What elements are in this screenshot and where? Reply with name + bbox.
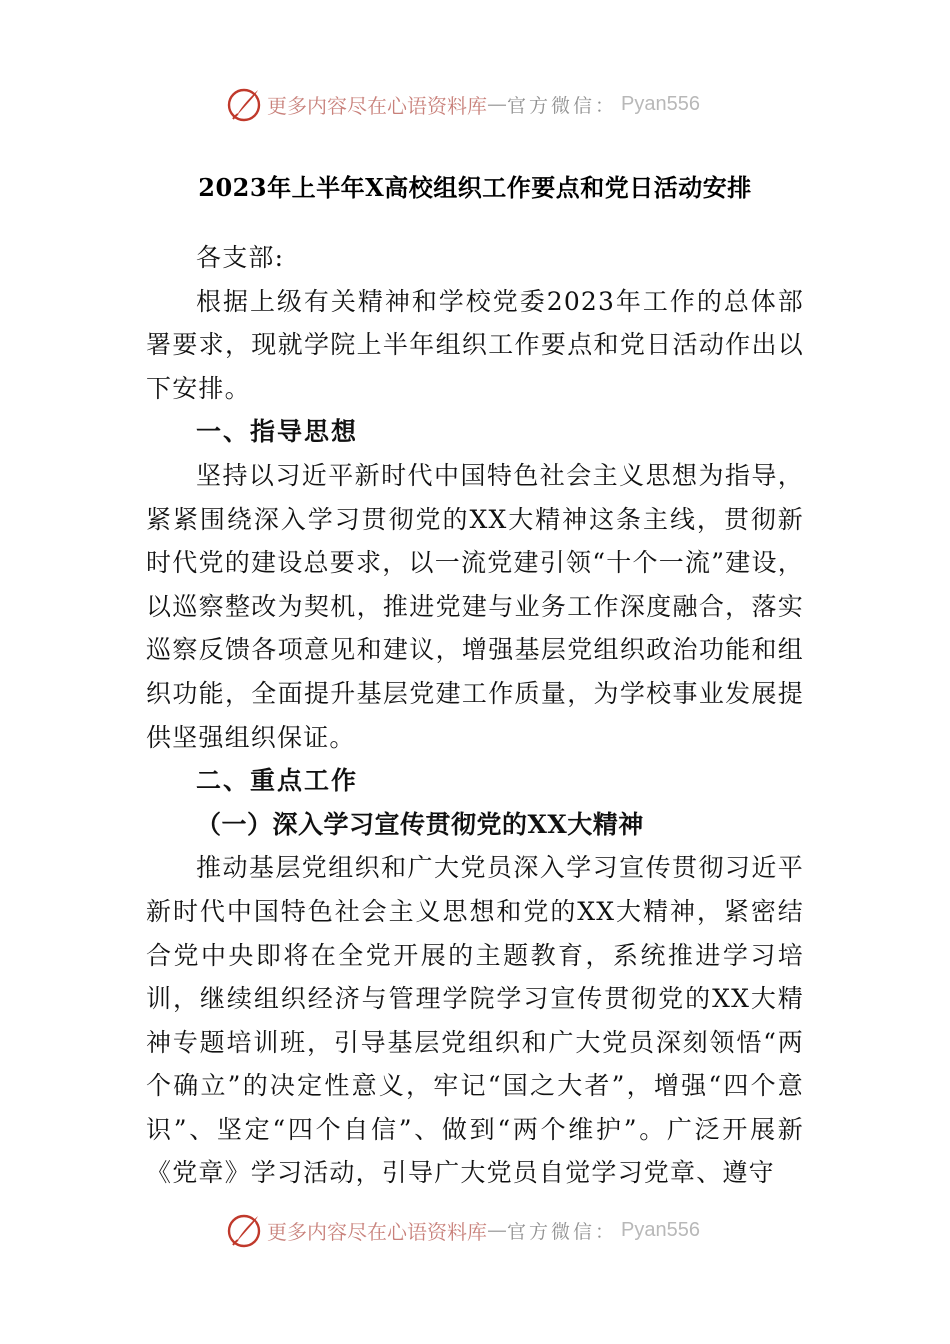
quill-logo-icon [225, 1210, 265, 1250]
salutation: 各支部: [196, 243, 285, 272]
watermark-header [225, 82, 745, 126]
section1-heading: 一、指导思想 [196, 417, 359, 447]
watermark-official: 官方微信： [507, 94, 618, 117]
watermark-dash: — [487, 1218, 507, 1242]
document-title: 2023年上半年X高校组织工作要点和党日活动安排 [198, 173, 752, 202]
watermark-id: Pyan556 [621, 92, 700, 115]
section2-sub1-paragraph: 推动基层党组织和广大党员深入学习宣传贯彻习近平新时代中国特色社会主义思想和党的XX大精神，紧密结合党中央即将在全党开展的主题教育，系统推进学习培训，继续组织经济与管理学院学习宣传贯彻党的XX大精神专题培训班，引导基层党组织和广大党员深刻领悟“两个确立”的决定性意义，牢记“国之大者”，增强“四个意识”、坚定“四个自信”、做到“两个维护”。广泛开展新《党章》学习活动，引导广大党员自觉学习党章、遵守 [146, 853, 804, 1188]
watermark-brand: 更多内容尽在心语资料库 [267, 93, 487, 118]
watermark-dash: — [487, 92, 507, 116]
intro-paragraph: 根据上级有关精神和学校党委2023年工作的总体部署要求，现就学院上半年组织工作要点和党日活动作出以下安排。 [146, 286, 804, 403]
watermark-official: 官方微信： [507, 1220, 618, 1243]
watermark-id: Pyan556 [621, 1218, 700, 1241]
section2-heading: 二、重点工作 [196, 766, 359, 796]
section1-paragraph: 坚持以习近平新时代中国特色社会主义思想为指导，紧紧围绕深入学习贯彻党的XX大精神这条主线，贯彻新时代党的建设总要求，以一流党建引领“十个一流”建设，以巡察整改为契机，推进党建与业务工作深度融合，落实巡察反馈各项意见和建议，增强基层党组织政治功能和组织功能，全面提升基层党建工作质量，为学校事业发展提供坚强组织保证。 [146, 460, 804, 752]
watermark-brand: 更多内容尽在心语资料库 [267, 1219, 487, 1244]
section2-subheading-1: （一）深入学习宣传贯彻党的XX大精神 [196, 809, 644, 839]
document-body [146, 236, 804, 1195]
quill-logo-icon [225, 84, 265, 124]
watermark-footer [225, 1208, 745, 1252]
